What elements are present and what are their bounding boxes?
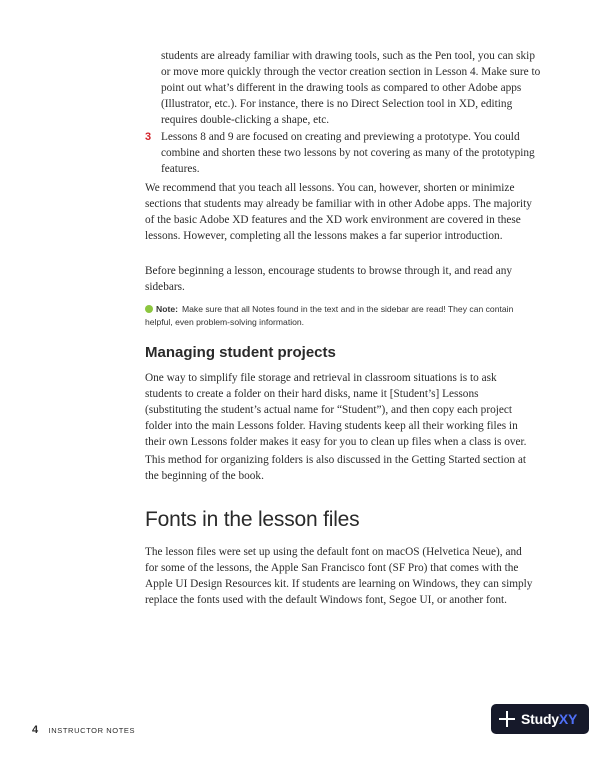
list-number: 3 <box>145 131 152 143</box>
note-box <box>145 303 535 329</box>
brand-name-xy: XY <box>558 711 578 727</box>
page-number: 4 <box>32 724 39 736</box>
list-item-3 <box>145 129 541 177</box>
note-dot-icon <box>145 305 153 313</box>
list-item-continuation: students are already familiar with drawing tools, such as the Pen tool, you can skip or move more quickly through the vector creation section in Lesson 4. Make sure to point out what’s different in the drawing tools as compared to other Adobe apps (Illustrator, etc.). For instance, there is no Direct Selection tool in XD, editing requires double-clicking a shape, etc. <box>161 50 541 126</box>
plus-logo-icon <box>498 710 516 728</box>
list-item-text: Lessons 8 and 9 are focused on creating and previewing a prototype. You could combine and shorten these two lessons by not covering as many of the prototyping features. <box>161 131 535 175</box>
heading-managing-student-projects: Managing student projects <box>145 344 336 361</box>
paragraph-organizing-folders: This method for organizing folders is also discussed in the Getting Started section at the beginning of the book. <box>145 454 526 482</box>
page-footer <box>32 720 135 738</box>
brand-name <box>521 711 577 727</box>
paragraph-lesson-fonts: The lesson files were set up using the default font on macOS (Helvetica Neue), and for some of the lessons, the Apple San Francisco font (SF Pro) that comes with the Apple UI Design Resources kit. If students are learning on Windows, they can simply replace the fonts used with the default Windows font, Segoe UI, or another font. <box>145 546 533 606</box>
brand-name-study: Study <box>521 711 559 727</box>
footer-section-label: INSTRUCTOR NOTES <box>48 726 136 735</box>
paragraph-file-storage: One way to simplify file storage and retrieval in classroom situations is to ask students to create a folder on their hard disks, name it [Student’s] Lessons (substituting the student’s actual name for “Student”), and then copy each project folder into the main Lessons folder. Having students keep all their working files in their own Lessons folder makes it easy for you to clean up files when a class is over. <box>145 372 527 448</box>
note-text: Make sure that all Notes found in the text and in the sidebar are read! They can contain helpful, even problem-solving information. <box>145 304 514 327</box>
heading-fonts-in-lesson-files: Fonts in the lesson files <box>145 508 360 531</box>
note-label: Note: <box>156 304 178 314</box>
studyxy-logo <box>491 704 589 734</box>
paragraph-before: Before beginning a lesson, encourage students to browse through it, and read any sidebars. <box>145 265 513 293</box>
paragraph-recommend: We recommend that you teach all lessons. You can, however, shorten or minimize sections that students may already be familiar with in other Adobe apps. The majority of the basic Adobe XD features and the XD work environment are covered in these lessons. However, completing all the lessons makes a far superior introduction. <box>145 182 532 242</box>
